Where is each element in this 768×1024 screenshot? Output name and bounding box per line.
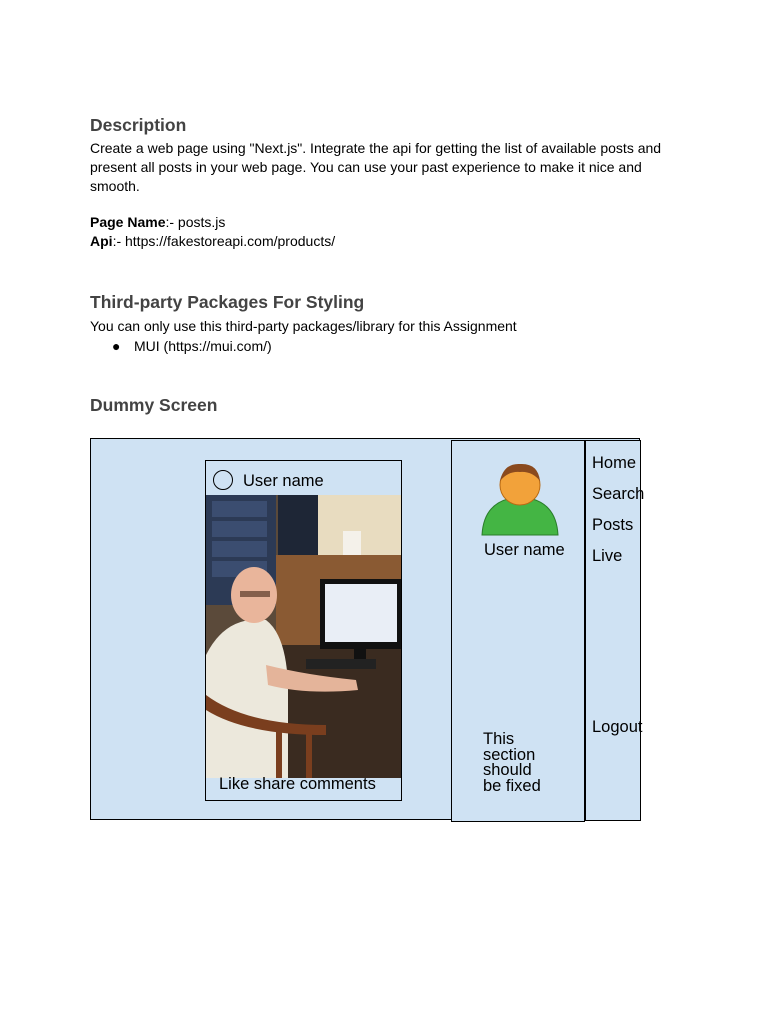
avatar [213, 470, 233, 490]
fixed-section-note: This section should be fixed [483, 730, 541, 795]
profile-user-name: User name [484, 541, 565, 559]
post-user-name: User name [243, 472, 324, 489]
post-actions: Like share comments [219, 775, 376, 793]
page-name-value: :- posts.js [165, 214, 226, 230]
description-text: Create a web page using "Next.js". Integrate the api for getting the list of available posts and present all posts in your web page. You can use your past experience to make it nice and smooth. [90, 140, 662, 194]
description-heading: Description [90, 115, 187, 135]
page-name-label: Page Name [90, 214, 166, 230]
nav-item-logout[interactable]: Logout [592, 718, 643, 736]
api-label: Api [90, 233, 113, 249]
nav-item-home[interactable]: Home [592, 454, 637, 472]
nav-item-live[interactable]: Live [592, 547, 623, 565]
nav-item-posts[interactable]: Posts [592, 516, 634, 534]
profile-panel [451, 440, 585, 822]
list-item: ● MUI (https://mui.com/) [112, 338, 272, 354]
side-nav [585, 440, 645, 821]
packages-heading: Third-party Packages For Styling [90, 292, 365, 312]
dummy-screen-heading: Dummy Screen [90, 395, 218, 415]
page-name-line [90, 213, 225, 232]
user-avatar-icon [480, 459, 560, 537]
packages-intro: You can only use this third-party packages/library for this Assignment [90, 318, 517, 334]
api-line [90, 232, 335, 251]
post-photo [206, 495, 402, 778]
api-value: :- https://fakestoreapi.com/products/ [112, 233, 336, 249]
nav-item-search[interactable]: Search [592, 485, 645, 503]
post-card [205, 460, 402, 801]
bullet-icon: ● [112, 338, 121, 354]
